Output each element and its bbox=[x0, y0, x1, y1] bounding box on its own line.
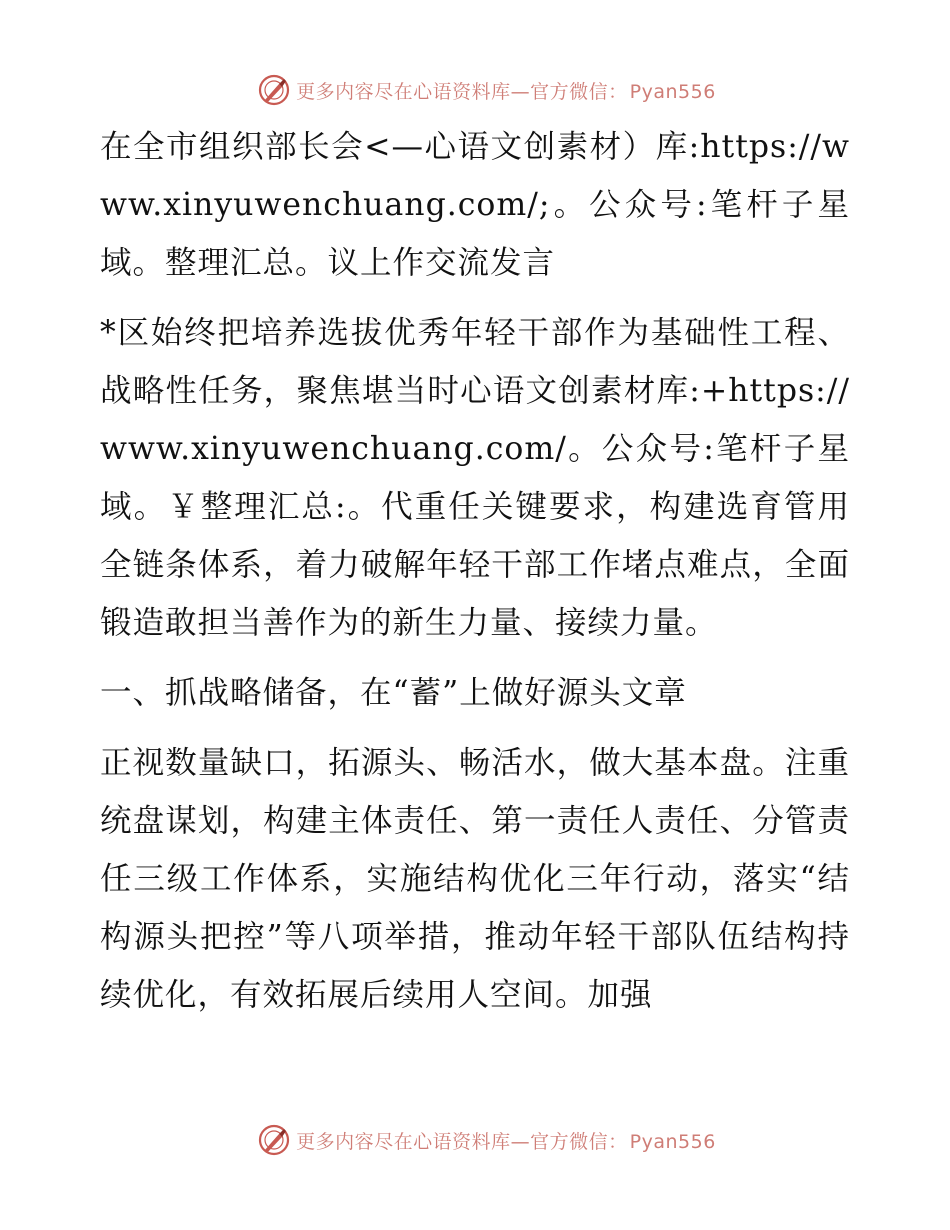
wechat-id: Pyan556 bbox=[629, 80, 716, 103]
footer-watermark-text: 更多内容尽在心语资料库—官方微信： Pyan556 bbox=[296, 1130, 716, 1153]
footer-watermark bbox=[258, 1124, 716, 1156]
paragraph-1: 在全市组织部长会<—心语文创素材）库:https://www.xinyuwenchuang.com/;。公众号:笔杆子星域。整理汇总。议上作交流发言 bbox=[100, 129, 850, 281]
section-heading: 一、抓战略储备，在“蓄”上做好源头文章 bbox=[100, 675, 687, 711]
header-watermark-text: 更多内容尽在心语资料库—官方微信： Pyan556 bbox=[296, 80, 716, 103]
pen-logo-icon bbox=[258, 74, 290, 106]
wechat-id: Pyan556 bbox=[629, 1130, 716, 1153]
footer-watermark-banner bbox=[0, 1120, 950, 1160]
header-watermark-banner bbox=[0, 70, 950, 110]
paragraph-2: *区始终把培养选拔优秀年轻干部作为基础性工程、战略性任务，聚焦堪当时心语文创素材库:+https://www.xinyuwenchuang.com/。公众号:笔杆子星域。￥整理汇总:。代重任关键要求，构建选育管用全链条体系，着力破解年轻干部工作堵点难点，全面锻造敢担当善作为的新生力量、接续力量。 bbox=[100, 315, 850, 641]
header-watermark bbox=[258, 74, 716, 106]
pen-logo-icon bbox=[258, 1124, 290, 1156]
paragraph-3: 正视数量缺口，拓源头、畅活水，做大基本盘。注重统盘谋划，构建主体责任、第一责任人责任、分管责任三级工作体系，实施结构优化三年行动，落实“结构源头把控”等八项举措，推动年轻干部队伍结构持续优化，有效拓展后续用人空间。加强 bbox=[100, 745, 850, 1013]
document-body bbox=[100, 118, 850, 1036]
